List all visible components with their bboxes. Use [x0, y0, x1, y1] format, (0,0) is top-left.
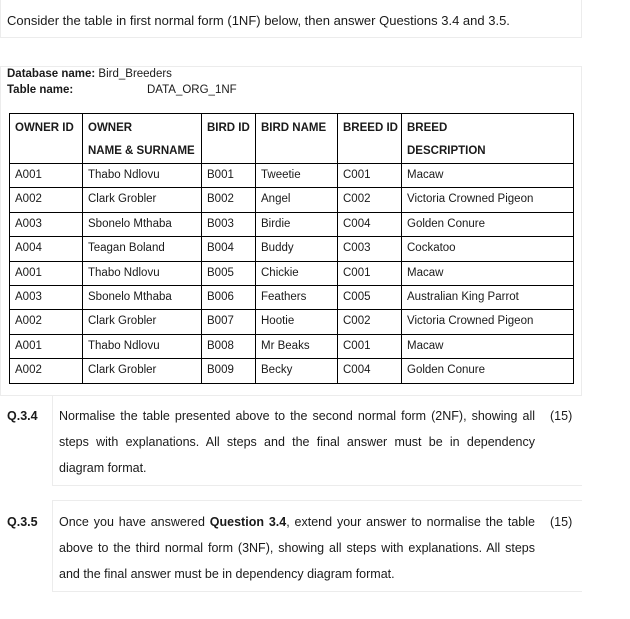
header-bird-id: BIRD ID — [202, 114, 256, 164]
table-cell: B009 — [202, 359, 256, 383]
database-name-label: Database name: — [7, 68, 96, 80]
table-header-row — [10, 114, 574, 164]
table-cell: Buddy — [256, 237, 338, 261]
table-cell: Angel — [256, 188, 338, 212]
table-cell: Clark Grobler — [83, 188, 202, 212]
table-row — [10, 188, 574, 212]
table-row — [10, 212, 574, 236]
table-cell: B006 — [202, 285, 256, 309]
table-cell: Sbonelo Mthaba — [83, 285, 202, 309]
question-text: Normalise the table presented above to the second normal form (2NF), showing all steps with explanations. All steps and the final answer must be in dependency diagram format. — [59, 409, 535, 475]
table-cell: A002 — [10, 188, 83, 212]
database-name — [7, 68, 172, 80]
table-cell: Thabo Ndlovu — [83, 261, 202, 285]
header-bird-name: BIRD NAME — [256, 114, 338, 164]
table-cell: C001 — [338, 164, 402, 188]
table-cell: Macaw — [402, 261, 574, 285]
table-cell: Macaw — [402, 334, 574, 358]
table-row — [10, 359, 574, 383]
table-cell: Sbonelo Mthaba — [83, 212, 202, 236]
table-cell: Mr Beaks — [256, 334, 338, 358]
table-cell: B008 — [202, 334, 256, 358]
table-cell: C004 — [338, 212, 402, 236]
table-cell: C005 — [338, 285, 402, 309]
question-number: Q.3.4 — [7, 409, 38, 423]
table-cell: A001 — [10, 261, 83, 285]
table-cell: C001 — [338, 334, 402, 358]
table-cell: Thabo Ndlovu — [83, 164, 202, 188]
table-cell: B003 — [202, 212, 256, 236]
table-cell: Tweetie — [256, 164, 338, 188]
table-cell: Clark Grobler — [83, 359, 202, 383]
table-cell: Thabo Ndlovu — [83, 334, 202, 358]
table-cell: Golden Conure — [402, 359, 574, 383]
table-row — [10, 285, 574, 309]
table-cell: Macaw — [402, 164, 574, 188]
table-name-label: Table name: — [7, 84, 74, 96]
table-cell: B007 — [202, 310, 256, 334]
table-cell: Cockatoo — [402, 237, 574, 261]
table-cell: B002 — [202, 188, 256, 212]
table-body — [10, 164, 574, 384]
table-row — [10, 261, 574, 285]
table-cell: C002 — [338, 188, 402, 212]
table-cell: Victoria Crowned Pigeon — [402, 310, 574, 334]
table-name-value: DATA_ORG_1NF — [147, 84, 237, 96]
table-cell: Becky — [256, 359, 338, 383]
table-cell: Clark Grobler — [83, 310, 202, 334]
table-cell: C004 — [338, 359, 402, 383]
table-row — [10, 310, 574, 334]
table-cell: Hootie — [256, 310, 338, 334]
table-row — [10, 334, 574, 358]
table-cell: C001 — [338, 261, 402, 285]
table-row — [10, 164, 574, 188]
question-number: Q.3.5 — [7, 515, 38, 529]
table-cell: C003 — [338, 237, 402, 261]
header-owner-id: OWNER ID — [10, 114, 83, 164]
header-breed-description: BREED DESCRIPTION — [402, 114, 574, 164]
table-cell: A001 — [10, 334, 83, 358]
header-owner-name: OWNER NAME & SURNAME — [83, 114, 202, 164]
table-cell: Birdie — [256, 212, 338, 236]
table-cell: Victoria Crowned Pigeon — [402, 188, 574, 212]
table-cell: Australian King Parrot — [402, 285, 574, 309]
data-table — [9, 113, 574, 384]
table-cell: Teagan Boland — [83, 237, 202, 261]
table-cell: B001 — [202, 164, 256, 188]
table-cell: Feathers — [256, 285, 338, 309]
header-breed-id: BREED ID — [338, 114, 402, 164]
table-row — [10, 237, 574, 261]
table-cell: Chickie — [256, 261, 338, 285]
intro-text: Consider the table in first normal form (1NF) below, then answer Questions 3.4 and 3.5. — [7, 13, 510, 28]
table-cell: B004 — [202, 237, 256, 261]
table-cell: A002 — [10, 359, 83, 383]
table-cell: B005 — [202, 261, 256, 285]
table-cell: A003 — [10, 285, 83, 309]
table-cell: A004 — [10, 237, 83, 261]
question-marks: (15) — [550, 409, 573, 423]
table-cell: A001 — [10, 164, 83, 188]
table-cell: C002 — [338, 310, 402, 334]
question-marks: (15) — [550, 515, 573, 529]
table-cell: Golden Conure — [402, 212, 574, 236]
table-name-label-wrap — [7, 84, 73, 96]
table-cell: A003 — [10, 212, 83, 236]
database-name-value: Bird_Breeders — [98, 68, 172, 80]
table-cell: A002 — [10, 310, 83, 334]
question-text: Once you have answered Question 3.4, extend your answer to normalise the table above to the third normal form (3NF), showing all steps with explanations. All steps and the final answer must be in dependency diagram format. — [59, 515, 535, 581]
